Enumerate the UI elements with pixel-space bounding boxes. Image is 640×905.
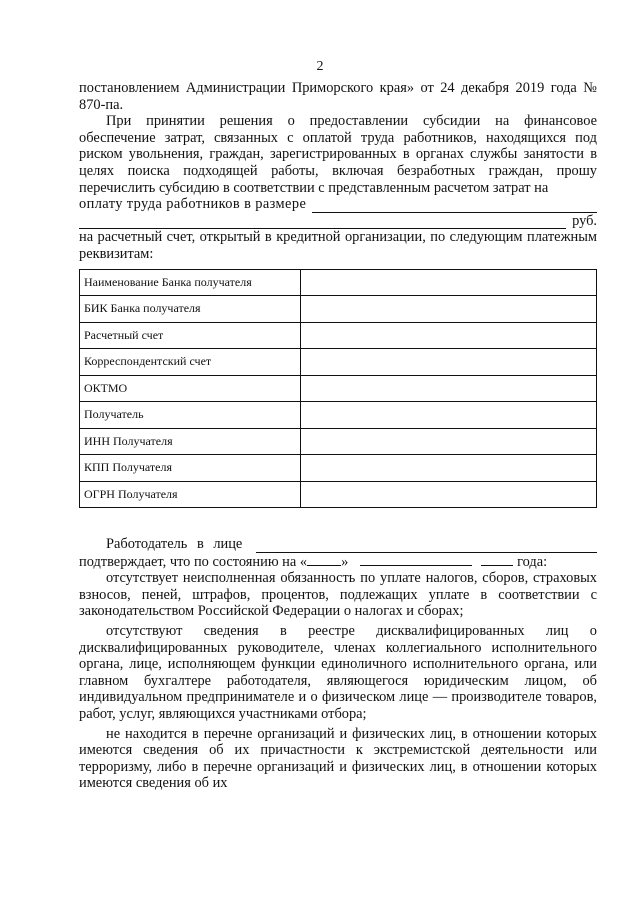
date-line (79, 553, 597, 571)
bank-detail-row (80, 375, 597, 402)
statement-extremism: не находится в перечне организаций и физических лиц, в отношении которых имеются сведения об их причастности к экстремистской деятельности или терроризму, либо в перечне организаций и физических лиц, в отношении которых имеются сведения об их (79, 725, 597, 792)
bank-detail-value[interactable] (301, 322, 597, 349)
bank-detail-row (80, 428, 597, 455)
page-number: 2 (316, 59, 324, 74)
bank-detail-value[interactable] (301, 481, 597, 508)
bank-detail-row (80, 481, 597, 508)
bank-detail-label: КПП Получателя (80, 455, 301, 482)
bank-detail-value[interactable] (301, 428, 597, 455)
statement-disqualified: отсутствуют сведения в реестре дисквалифицированных лиц о дисквалифицированных руководителе, членах коллегиального исполнительного органа, лице, исполняющем функции единоличного исполнительного органа, или главном бухгалтере работодателя, являющегося юридическим лицом, об индивидуальном предпринимателе и о физическом лице — производителе товаров, работ, услуг, являющихся участниками отбора; (79, 622, 597, 722)
bank-detail-label: Получатель (80, 402, 301, 429)
day-field[interactable] (307, 553, 341, 566)
confirmation-section (79, 536, 597, 792)
bank-detail-row (80, 402, 597, 429)
amount-field-continued[interactable] (79, 215, 566, 229)
statement-taxes: отсутствует неисполненная обязанность по уплате налогов, сборов, страховых взносов, пеней, штрафов, процентов, подлежащих уплате в соответствии с законодательством Российской Федерации о налогах и сборах; (79, 570, 597, 620)
bank-detail-label: ИНН Получателя (80, 428, 301, 455)
bank-detail-label: Расчетный счет (80, 322, 301, 349)
employer-representative-field[interactable] (256, 539, 597, 553)
year-suffix: года: (517, 553, 548, 570)
bank-detail-label: Наименование Банка получателя (80, 269, 301, 296)
bank-detail-label: БИК Банка получателя (80, 296, 301, 323)
bank-detail-label: ОГРН Получателя (80, 481, 301, 508)
employer-line (79, 536, 597, 553)
bank-detail-row (80, 455, 597, 482)
bank-detail-value[interactable] (301, 296, 597, 323)
bank-detail-row (80, 269, 597, 296)
bank-detail-value[interactable] (301, 269, 597, 296)
amount-prefix: оплату труда работников в размере (79, 196, 307, 213)
quote-close: » (341, 553, 349, 570)
employer-prefix: Работодатель в лице (106, 536, 243, 552)
document-body (79, 80, 597, 508)
confirms-prefix: подтверждает, что по состоянию на « (79, 553, 308, 570)
account-paragraph: на расчетный счет, открытый в кредитной организации, по следующим платежным реквизитам: (79, 229, 597, 262)
bank-detail-row (80, 349, 597, 376)
bank-detail-value[interactable] (301, 375, 597, 402)
amount-line (79, 196, 597, 213)
intro-continuation: постановлением Администрации Приморского края» от 24 декабря 2019 года № 870-па. (79, 80, 597, 113)
bank-detail-label: ОКТМО (80, 375, 301, 402)
bank-detail-value[interactable] (301, 455, 597, 482)
currency-line (79, 213, 597, 230)
bank-detail-row (80, 296, 597, 323)
bank-detail-label: Корреспондентский счет (80, 349, 301, 376)
currency-label: руб. (572, 212, 597, 229)
subsidy-request-paragraph: При принятии решения о предоставлении субсидии на финансовое обеспечение затрат, связанных с оплатой труда работников, находящихся под риском увольнения, граждан, зарегистрированных в органах службы занятости в целях поиска подходящей работы, включая безработных граждан, прошу перечислить субсидию в соответствии с представленным расчетом затрат на (79, 113, 597, 196)
bank-detail-row (80, 322, 597, 349)
month-field[interactable] (360, 553, 472, 566)
year-field[interactable] (481, 553, 513, 566)
bank-detail-value[interactable] (301, 349, 597, 376)
bank-details-table (79, 269, 597, 509)
amount-field[interactable] (312, 199, 597, 213)
bank-detail-value[interactable] (301, 402, 597, 429)
